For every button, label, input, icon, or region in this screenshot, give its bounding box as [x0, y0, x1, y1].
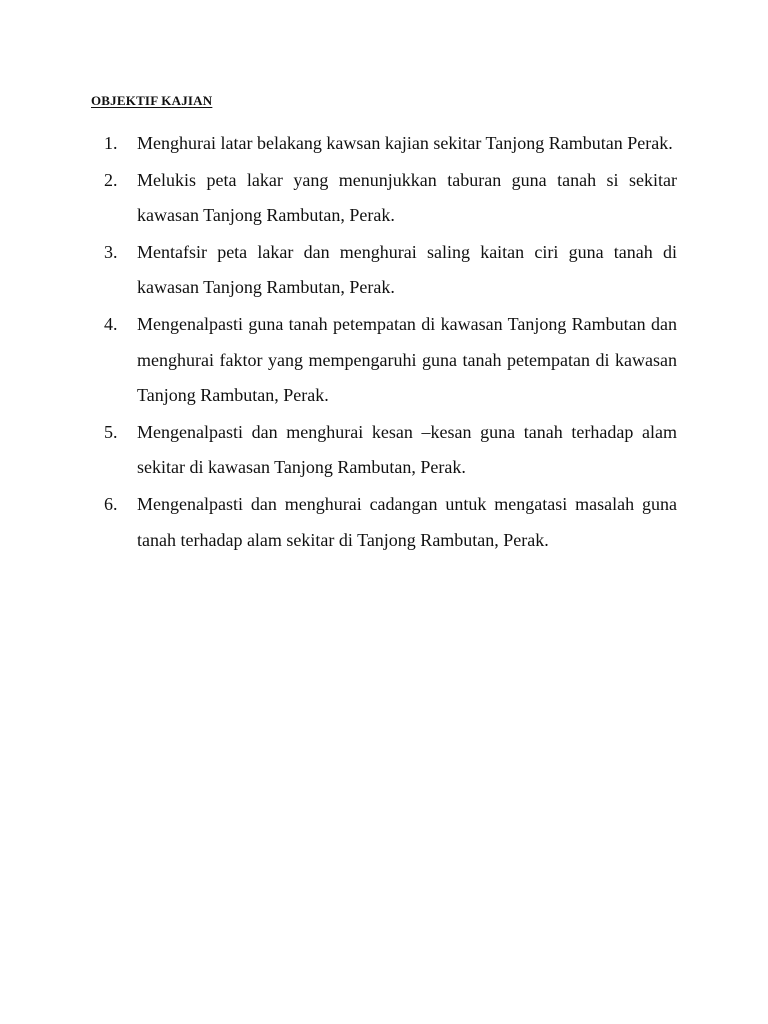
objectives-list — [104, 126, 677, 559]
objective-item — [104, 235, 677, 306]
objective-text: Menghurai latar belakang kawsan kajian sekitar Tanjong Rambutan Perak. — [137, 133, 673, 153]
objective-number: 5. — [104, 421, 118, 442]
objective-number: 1. — [104, 133, 118, 153]
objective-text: Mengenalpasti guna tanah petempatan di kawasan Tanjong Rambutan dan menghurai faktor yang mempengaruhi guna tanah petempatan di kawasan Tanjong Rambutan, Perak. — [137, 313, 677, 406]
objective-item — [104, 163, 677, 234]
objective-text: Mentafsir peta lakar dan menghurai saling kaitan ciri guna tanah di kawasan Tanjong Rambutan, Perak. — [137, 241, 677, 298]
objective-text: Melukis peta lakar yang menunjukkan taburan guna tanah si sekitar kawasan Tanjong Rambutan, Perak. — [137, 169, 677, 226]
page-heading: OBJEKTIF KAJIAN — [91, 93, 213, 108]
objective-item — [104, 126, 677, 162]
objective-text: Mengenalpasti dan menghurai cadangan untuk mengatasi masalah guna tanah terhadap alam sekitar di Tanjong Rambutan, Perak. — [137, 493, 677, 550]
objective-number: 6. — [104, 493, 118, 514]
objective-item — [104, 415, 677, 486]
objective-number: 3. — [104, 241, 118, 262]
objective-item — [104, 307, 677, 414]
objective-number: 2. — [104, 169, 118, 190]
objective-item — [104, 487, 677, 558]
objective-text: Mengenalpasti dan menghurai kesan –kesan guna tanah terhadap alam sekitar di kawasan Tanjong Rambutan, Perak. — [137, 421, 677, 478]
objective-number: 4. — [104, 313, 118, 334]
